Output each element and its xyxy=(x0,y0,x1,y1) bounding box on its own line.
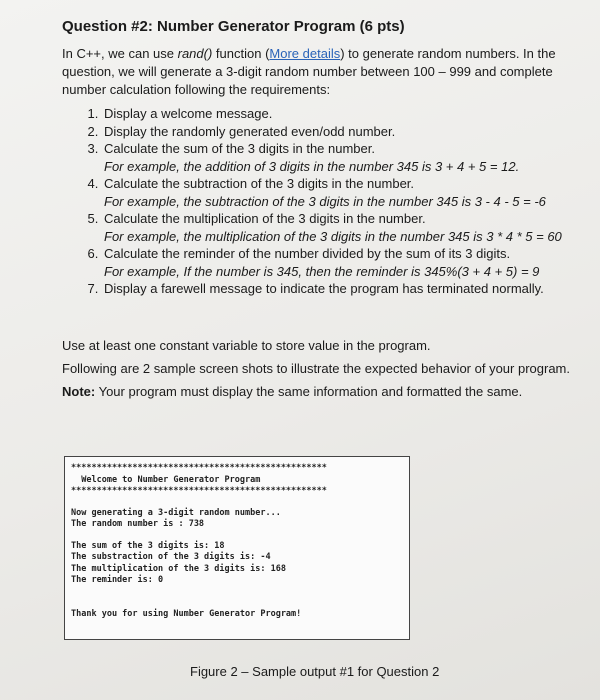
note-label: Note: xyxy=(62,383,96,399)
console-thanks: Thank you for using Number Generator Program! xyxy=(71,608,302,619)
requirement-text: Calculate the multiplication of the 3 digits in the number. xyxy=(104,211,426,226)
list-item xyxy=(102,280,582,298)
intro-text-3: ) to generate random numbers. In the question, we will generate a 3-digit random number between 100 – 999 and complete number calculation following the requirements: xyxy=(62,46,556,97)
list-item xyxy=(102,140,582,175)
figure-caption: Figure 2 – Sample output #1 for Question 2 xyxy=(190,664,440,679)
requirement-text: Calculate the sum of the 3 digits in the number. xyxy=(104,141,375,156)
console-stars-bottom: ************************************************** xyxy=(71,486,327,496)
requirement-text: Display a welcome message. xyxy=(104,106,273,121)
console-reminder: The reminder is: 0 xyxy=(71,575,164,585)
screenshots-note: Following are 2 sample screen shots to illustrate the expected behavior of your program. xyxy=(62,360,570,376)
requirement-example: For example, the subtraction of the 3 digits in the number 345 is 3 - 4 - 5 = -6 xyxy=(104,193,546,209)
notes-section xyxy=(62,336,582,401)
console-generating: Now generating a 3-digit random number... xyxy=(71,507,281,518)
more-details-link[interactable]: More details xyxy=(269,46,341,61)
question-section xyxy=(62,18,582,405)
list-item xyxy=(102,123,582,141)
requirement-text: Calculate the subtraction of the 3 digits in the number. xyxy=(104,176,415,191)
console-multiplication: The multiplication of the 3 digits is: 168 xyxy=(71,563,286,574)
requirement-example: For example, the multiplication of the 3 digits in the number 345 is 3 * 4 * 5 = 60 xyxy=(104,228,562,244)
list-item xyxy=(102,105,582,123)
list-item xyxy=(102,245,582,280)
requirement-text: Display a farewell message to indicate the program has terminated normally. xyxy=(104,281,544,296)
console-subtraction: The substraction of the 3 digits is: -4 xyxy=(71,552,271,562)
note-text: Your program must display the same information and formatted the same. xyxy=(95,383,523,399)
format-note xyxy=(62,382,582,401)
list-item xyxy=(102,210,582,245)
requirement-text: Display the randomly generated even/odd number. xyxy=(104,123,396,139)
console-welcome: Welcome to Number Generator Program xyxy=(71,474,261,485)
console-random-number: The random number is : 738 xyxy=(71,519,205,529)
intro-text-2: function ( xyxy=(212,46,270,61)
requirement-example: For example, If the number is 345, then the reminder is 345%(3 + 4 + 5) = 9 xyxy=(104,263,540,279)
intro-text-1: In C++, we can use xyxy=(62,46,178,61)
requirement-example: For example, the addition of 3 digits in the number 345 is 3 + 4 + 5 = 12. xyxy=(104,158,520,174)
constant-note: Use at least one constant variable to store value in the program. xyxy=(62,337,431,353)
sample-output-console xyxy=(64,456,410,640)
list-item xyxy=(102,175,582,210)
question-title: Question #2: Number Generator Program (6 pts) xyxy=(62,18,405,35)
rand-function: rand() xyxy=(177,46,213,61)
console-sum: The sum of the 3 digits is: 18 xyxy=(71,540,225,551)
console-stars-top: ************************************************** xyxy=(71,463,327,473)
requirement-text: Calculate the reminder of the number divided by the sum of its 3 digits. xyxy=(104,246,511,261)
requirements-list xyxy=(62,105,582,298)
intro-paragraph xyxy=(62,45,582,99)
